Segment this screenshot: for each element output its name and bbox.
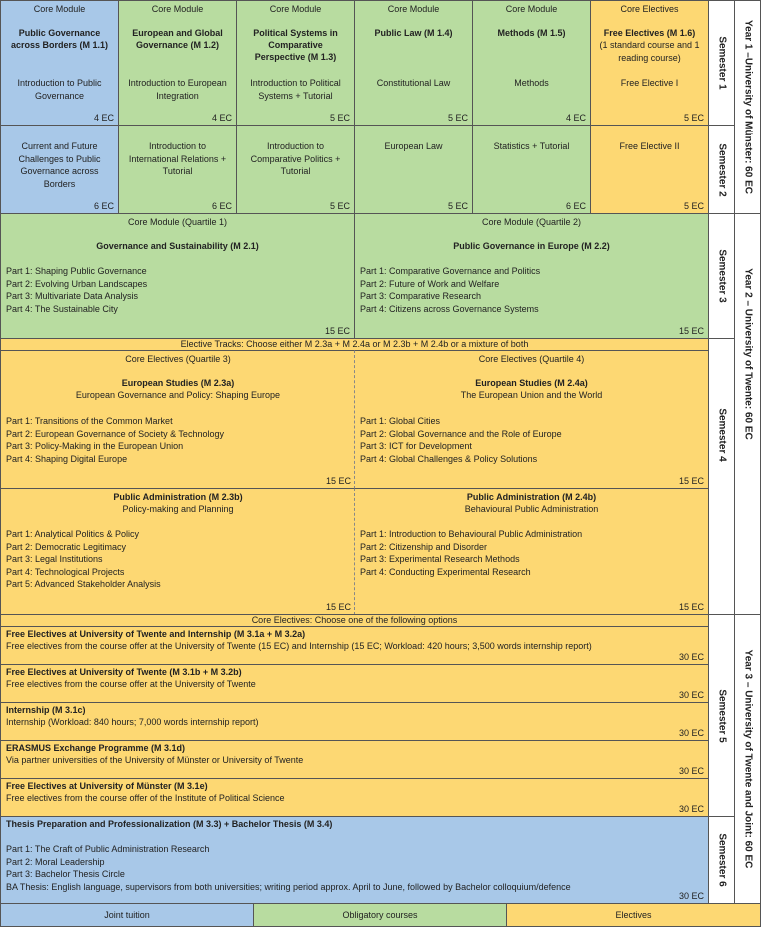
course-name: Statistics + Tutorial [493, 141, 570, 151]
module-m1-4-s1 [354, 0, 473, 126]
legend-joint: Joint tuition [0, 903, 254, 927]
module-parts [360, 415, 709, 465]
module-header: Core Module (Quartile 1) [127, 217, 228, 227]
ec-value: 5 EC [683, 201, 704, 211]
part-item: Part 1: Global Cities [360, 416, 441, 426]
part-item: Part 2: Citizenship and Disorder [360, 541, 488, 552]
course-name: Constitutional Law [376, 78, 451, 88]
thesis-module [0, 816, 709, 904]
module-m1-2-s1 [118, 0, 237, 126]
course-name: Introduction to European Integration [128, 78, 227, 101]
option-title: Free Electives at University of Twente and Internship (M 3.1a + M 3.2a) [6, 629, 306, 639]
ec-value: 6 EC [211, 201, 232, 211]
course-name: Introduction to Political Systems + Tutorial [250, 78, 341, 101]
part-item: Part 3: Multivariate Data Analysis [6, 291, 139, 301]
module-subtitle: Policy-making and Planning [122, 504, 234, 514]
ec-value: 30 EC [678, 804, 704, 814]
module-title: Public Administration (M 2.4b) [466, 492, 597, 502]
part-item: Part 3: ICT for Development [360, 441, 472, 451]
ec-value: 6 EC [565, 201, 586, 211]
core-electives-header: Core Electives: Choose one of the following options [0, 614, 709, 627]
semester-3-label [708, 213, 735, 339]
part-item: Part 4: Global Challenges & Policy Solutions [360, 453, 538, 464]
option-desc: Free electives from the course offer at the University of Twente (15 EC) and Internship (15 EC; Workload: 420 hours; 3,500 words internship report) [6, 641, 592, 651]
option-desc: Free electives from the course offer of the Institute of Political Science [6, 793, 285, 803]
module-header: Core Module (Quartile 2) [481, 217, 582, 227]
elective-tracks-header: Elective Tracks: Choose either M 2.3a + M 2.4a or M 2.3b + M 2.4b or a mixture of both [0, 338, 709, 351]
module-type: Core Module [387, 4, 440, 14]
course-name: Current and Future Challenges to Public Governance across Borders [18, 141, 101, 189]
part-item: Part 2: Moral Leadership [6, 856, 105, 867]
part-item: Part 3: Comparative Research [360, 291, 482, 301]
option-m3-1c [0, 702, 709, 741]
ec-value: 4 EC [211, 113, 232, 123]
year-label-text: Year 3 – University of Twente and Joint: 60 EC [742, 649, 753, 869]
module-m1-2-s2 [118, 125, 237, 214]
ec-value: 6 EC [93, 201, 114, 211]
module-m2-4b [354, 488, 709, 615]
module-parts [6, 528, 355, 591]
part-item: Part 3: Bachelor Thesis Circle [6, 869, 125, 879]
semester-label-text: Semester 3 [716, 249, 727, 303]
ec-value: 15 EC [325, 602, 351, 612]
module-m2-3b [0, 488, 355, 615]
option-m3-1e [0, 778, 709, 817]
part-item: Part 1: Comparative Governance and Politics [360, 266, 541, 276]
year-3-label [734, 614, 761, 904]
part-item: Part 4: Citizens across Governance Systems [360, 303, 539, 314]
module-type: Core Module [505, 4, 558, 14]
module-title: European and Global Governance (M 1.2) [132, 28, 223, 50]
year-label-text: Year 2 – University of Twente: 60 EC [742, 268, 753, 440]
module-parts [360, 528, 709, 578]
ec-value: 30 EC [678, 652, 704, 662]
ec-value: 5 EC [329, 113, 350, 123]
part-item: Part 4: Shaping Digital Europe [6, 453, 128, 464]
module-title: Governance and Sustainability (M 2.1) [96, 241, 259, 251]
semester-2-label [708, 125, 735, 214]
option-desc: Via partner universities of the University of Münster or University of Twente [6, 755, 304, 765]
part-item: Part 4: Technological Projects [6, 566, 125, 577]
option-desc: Free electives from the course offer at the University of Twente [6, 679, 256, 689]
module-parts [6, 415, 355, 465]
ec-value: 5 EC [329, 201, 350, 211]
course-name: Free Elective I [620, 78, 679, 88]
option-desc: Internship (Workload: 840 hours; 7,000 words internship report) [6, 717, 259, 727]
module-m1-3-s2 [236, 125, 355, 214]
module-type: Core Module [269, 4, 322, 14]
module-title: Public Governance in Europe (M 2.2) [453, 241, 610, 251]
part-item: Part 4: Conducting Experimental Research [360, 566, 531, 577]
thesis-parts [6, 843, 709, 893]
course-name: Introduction to International Relations + Tutorial [128, 141, 227, 176]
module-parts [6, 265, 355, 315]
ec-value: 15 EC [678, 326, 704, 336]
module-m1-6-s2 [590, 125, 709, 214]
part-item: Part 2: Evolving Urban Landscapes [6, 278, 148, 289]
semester-label-text: Semester 1 [716, 36, 727, 90]
module-subtitle: European Governance and Policy: Shaping Europe [75, 390, 281, 400]
module-type: Core Module [151, 4, 204, 14]
ec-value: 15 EC [325, 476, 351, 486]
module-m1-6-s1 [590, 0, 709, 126]
option-m3-1a [0, 626, 709, 665]
part-item: Part 2: European Governance of Society & Technology [6, 428, 224, 439]
module-type: Core Module [33, 4, 86, 14]
module-title: Political Systems in Comparative Perspective (M 1.3) [253, 28, 338, 62]
module-m2-3a [0, 350, 355, 489]
semester-6-label [708, 816, 735, 904]
module-header: Core Electives (Quartile 4) [478, 354, 585, 364]
course-name: Methods [514, 78, 549, 88]
part-item: Part 2: Future of Work and Welfare [360, 278, 500, 289]
module-m2-1 [0, 213, 355, 339]
module-m2-2 [354, 213, 709, 339]
part-item: Part 1: Transitions of the Common Market [6, 416, 173, 426]
year-label-text: Year 1 –University of Münster: 60 EC [742, 20, 753, 194]
semester-5-label [708, 614, 735, 817]
semester-label-text: Semester 2 [716, 142, 727, 197]
semester-label-text: Semester 5 [716, 688, 727, 743]
semester-label-text: Semester 4 [716, 408, 727, 462]
course-name: Introduction to Comparative Politics + Tutorial [250, 141, 341, 176]
course-name: Introduction to Public Governance [17, 78, 102, 101]
part-item: Part 1: The Craft of Public Administration Research [6, 844, 210, 854]
part-item: Part 1: Shaping Public Governance [6, 266, 147, 276]
module-header: Core Electives (Quartile 3) [125, 354, 231, 364]
ec-value: 30 EC [678, 766, 704, 776]
ec-value: 15 EC [678, 602, 704, 612]
module-m1-4-s2 [354, 125, 473, 214]
part-item: Part 1: Introduction to Behavioural Public Administration [360, 529, 583, 539]
semester-4-label [708, 338, 735, 615]
module-subtitle: The European Union and the World [460, 390, 603, 400]
module-title: Free Electives (M 1.6) [603, 28, 696, 38]
ec-value: 5 EC [447, 113, 468, 123]
course-name: Free Elective II [619, 141, 680, 151]
module-title: European Studies (M 2.3a) [121, 378, 235, 388]
module-title: Public Law (M 1.4) [374, 28, 453, 38]
module-m1-1-s1 [0, 0, 119, 126]
module-m1-5-s1 [472, 0, 591, 126]
module-type: Core Electives [620, 4, 679, 14]
part-item: Part 2: Democratic Legitimacy [6, 541, 127, 552]
module-title: European Studies (M 2.4a) [475, 378, 588, 388]
semester-1-label [708, 0, 735, 126]
part-item: Part 1: Analytical Politics & Policy [6, 529, 140, 539]
part-item: Part 3: Legal Institutions [6, 554, 103, 564]
semester-label-text: Semester 6 [716, 833, 727, 887]
ec-value: 30 EC [678, 891, 704, 901]
legend-obligatory: Obligatory courses [253, 903, 507, 927]
part-item: Part 5: Advanced Stakeholder Analysis [6, 579, 161, 589]
thesis-title: Thesis Preparation and Professionalization (M 3.3) + Bachelor Thesis (M 3.4) [6, 819, 333, 829]
part-item: Part 2: Global Governance and the Role of Europe [360, 428, 562, 439]
year-1-label [734, 0, 761, 214]
option-title: Internship (M 3.1c) [6, 705, 86, 715]
option-title: Free Electives at University of Münster (M 3.1e) [6, 781, 208, 791]
module-m2-4a [354, 350, 709, 489]
module-title: Public Administration (M 2.3b) [113, 492, 243, 502]
ec-value: 15 EC [678, 476, 704, 486]
module-subtitle: (1 standard course and 1 reading course) [599, 40, 700, 63]
part-item: Part 3: Policy-Making in the European Union [6, 441, 184, 451]
part-item: Part 3: Experimental Research Methods [360, 554, 520, 564]
module-title: Methods (M 1.5) [497, 28, 566, 38]
course-name: European Law [384, 141, 443, 151]
module-subtitle: Behavioural Public Administration [464, 504, 599, 514]
module-m1-3-s1 [236, 0, 355, 126]
option-title: Free Electives at University of Twente (M 3.1b + M 3.2b) [6, 667, 242, 677]
ec-value: 15 EC [324, 326, 350, 336]
ec-value: 5 EC [683, 113, 704, 123]
part-item: Part 4: The Sustainable City [6, 303, 118, 314]
ec-value: 4 EC [565, 113, 586, 123]
module-m1-1-s2 [0, 125, 119, 214]
ec-value: 5 EC [447, 201, 468, 211]
ec-value: 4 EC [93, 113, 114, 123]
option-m3-1b [0, 664, 709, 703]
ec-value: 30 EC [678, 690, 704, 700]
module-m1-5-s2 [472, 125, 591, 214]
option-title: ERASMUS Exchange Programme (M 3.1d) [6, 743, 186, 753]
module-parts [360, 265, 709, 315]
option-m3-1d [0, 740, 709, 779]
module-title: Public Governance across Borders (M 1.1) [10, 28, 109, 50]
thesis-note: BA Thesis: English language, supervisors from both universities; writing period approx. April to June, followed by Bachelor colloquium/defence [6, 881, 571, 892]
ec-value: 30 EC [678, 728, 704, 738]
year-2-label [734, 213, 761, 615]
legend-electives: Electives [506, 903, 761, 927]
